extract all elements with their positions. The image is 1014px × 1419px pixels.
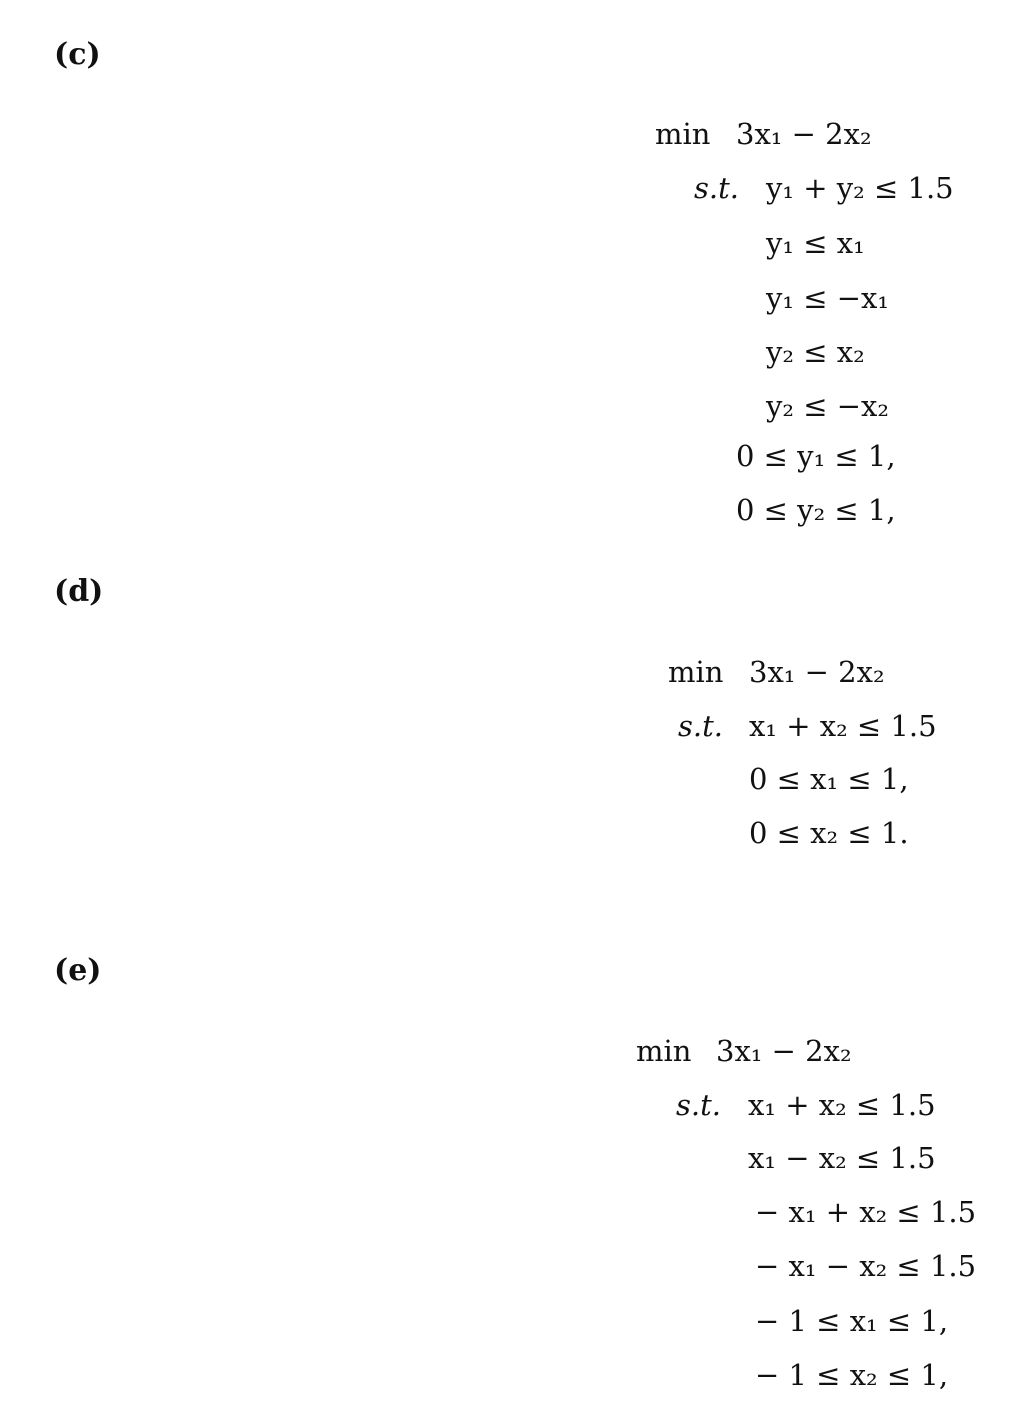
constraint-keyword: s.t. [694,171,739,205]
constraint-row: 0 ≤ x₂ ≤ 1. [749,816,909,850]
constraint-row: x₁ + x₂ ≤ 1.5 [749,709,937,743]
section-label-d: (d) [54,574,104,609]
constraint-keyword: s.t. [676,1088,721,1122]
constraint-row: 0 ≤ y₂ ≤ 1, [736,493,896,527]
constraint-row: y₂ ≤ x₂ [766,335,865,369]
objective-expression: 3x₁ − 2x₂ [716,1034,852,1068]
constraint-row: − x₁ − x₂ ≤ 1.5 [755,1249,977,1283]
section-label-e: (e) [54,953,102,988]
constraint-row: y₁ ≤ x₁ [766,226,865,260]
constraint-row: 0 ≤ y₁ ≤ 1, [736,439,896,473]
constraint-keyword: s.t. [678,709,723,743]
constraint-row: x₁ + x₂ ≤ 1.5 [748,1088,936,1122]
constraint-row: y₂ ≤ −x₂ [766,389,890,423]
objective-expression: 3x₁ − 2x₂ [749,655,885,689]
objective-keyword: min [636,1034,692,1068]
section-label-c: (c) [54,37,101,72]
constraint-row: y₁ + y₂ ≤ 1.5 [766,171,954,205]
constraint-row: − 1 ≤ x₁ ≤ 1, [755,1304,949,1338]
objective-keyword: min [668,655,724,689]
constraint-row: y₁ ≤ −x₁ [766,281,890,315]
constraint-row: x₁ − x₂ ≤ 1.5 [748,1141,936,1175]
constraint-row: − 1 ≤ x₂ ≤ 1, [755,1358,949,1392]
constraint-row: 0 ≤ x₁ ≤ 1, [749,762,909,796]
constraint-row: − x₁ + x₂ ≤ 1.5 [755,1195,977,1229]
objective-expression: 3x₁ − 2x₂ [736,117,872,151]
objective-keyword: min [655,117,711,151]
